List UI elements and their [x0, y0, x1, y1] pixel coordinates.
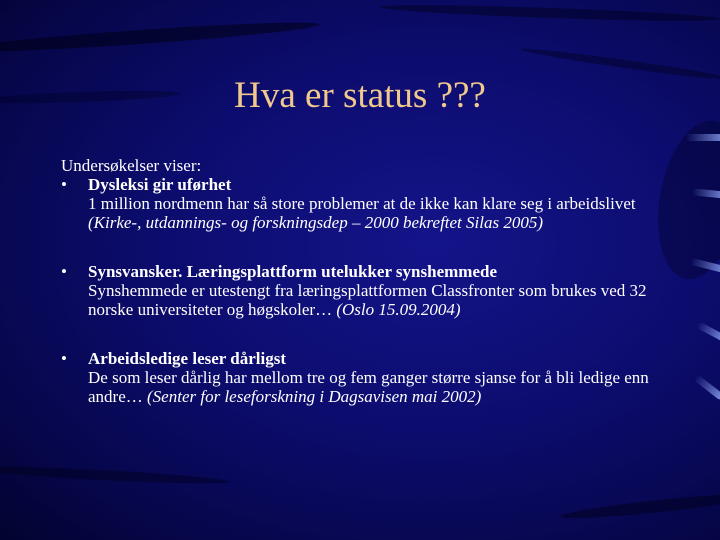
bullet-source: (Senter for leseforskning i Dagsavisen mai 2002) — [147, 387, 482, 406]
bullet-source: (Kirke-, utdannings- og forskningsdep – 2000 bekreftet Silas 2005) — [88, 213, 544, 232]
bullet-item-dysleksi — [61, 175, 681, 232]
decorative-streak — [380, 2, 720, 24]
decorative-edge-bar — [696, 321, 720, 341]
bullet-heading: Arbeidsledige leser dårligst — [88, 349, 286, 368]
decorative-edge-bar — [693, 374, 720, 400]
bullet-source: (Oslo 15.09.2004) — [336, 300, 461, 319]
bullet-heading: Synsvansker. Læringsplattform utelukker synshemmede — [88, 262, 497, 281]
bullet-marker: • — [61, 349, 67, 368]
bullet-item-synsvansker — [61, 262, 681, 319]
bullet-marker: • — [61, 175, 67, 194]
decorative-streak — [560, 490, 720, 523]
slide-body — [61, 156, 681, 406]
bullet-marker: • — [61, 262, 67, 281]
decorative-streak — [0, 17, 320, 56]
slide-title: Hva er status ??? — [234, 75, 486, 116]
intro-text: Undersøkelser viser: — [61, 156, 202, 175]
bullet-item-arbeidsledige — [61, 349, 681, 406]
decorative-edge-bar — [686, 134, 720, 141]
decorative-streak — [0, 463, 230, 487]
bullet-text: Synshemmede er utestengt fra læringsplattformen Classfronter som brukes ved 32 norske universiteter og høgskoler… — [88, 281, 647, 319]
bullet-heading: Dysleksi gir uførhet — [88, 175, 232, 194]
bullet-text: 1 million nordmenn har så store problemer at de ikke kan klare seg i arbeidslivet — [88, 194, 636, 213]
bullet-text: De som leser dårlig har mellom tre og fem ganger større sjanse for å bli ledige enn andre… — [88, 368, 649, 406]
